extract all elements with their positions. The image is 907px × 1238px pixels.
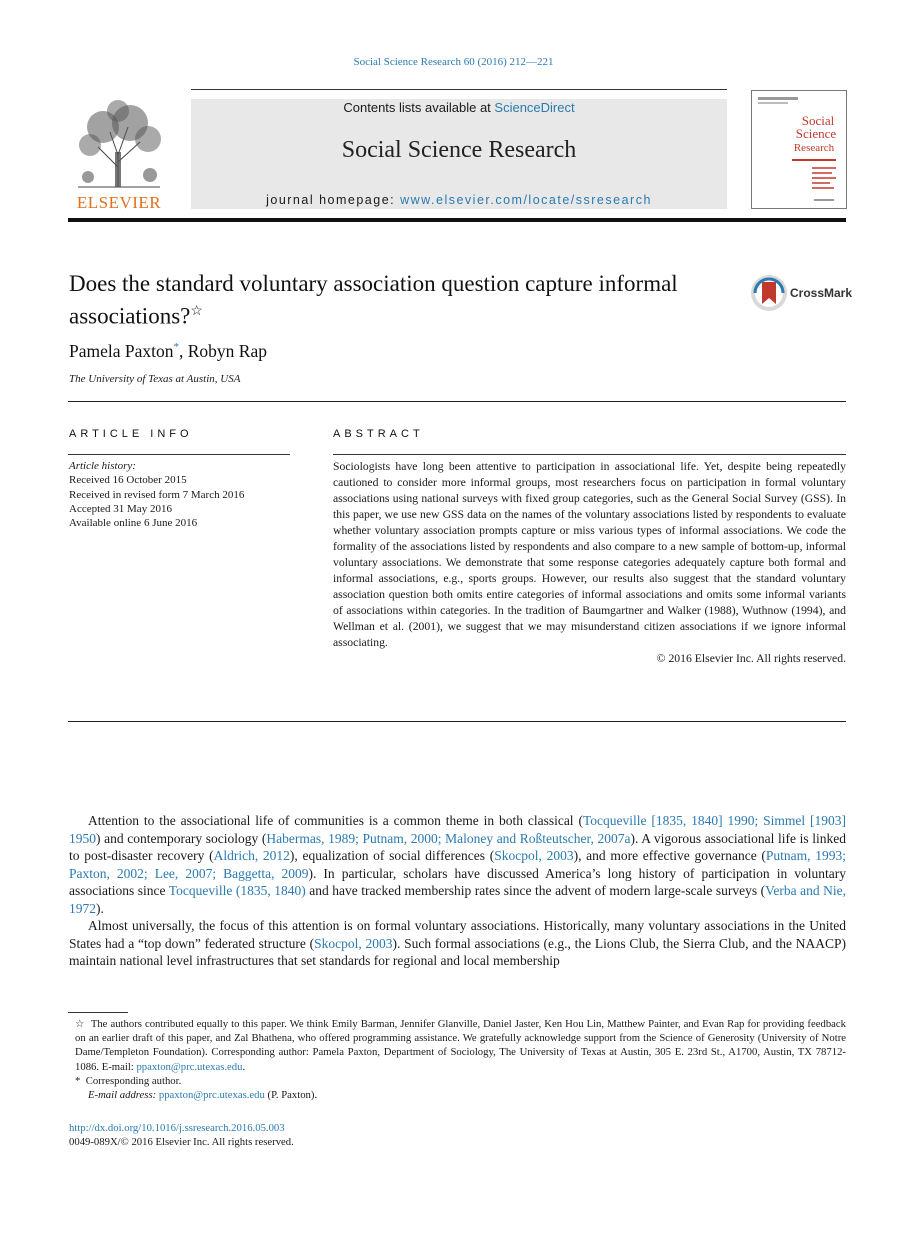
body-text-run: Almost universally, the focus of this attention is on formal voluntary associations. Historically, many voluntary associations in the United States had a “top down” federated structure (: [69, 918, 846, 951]
crossmark-label[interactable]: CrossMark: [790, 286, 853, 300]
cover-art-icon: [752, 91, 846, 208]
footnote-mark: *: [75, 1074, 81, 1087]
divider: [68, 721, 846, 722]
affiliation: The University of Texas at Austin, USA: [69, 373, 241, 385]
citation-link[interactable]: Verba and Nie, 1972: [69, 883, 846, 916]
email-link[interactable]: ppaxton@prc.utexas.edu: [158, 1089, 265, 1102]
email-label: E-mail address:: [88, 1089, 159, 1102]
footnote-text: .: [242, 1060, 246, 1073]
article-title: [69, 270, 729, 331]
history-label: Article history:: [69, 460, 136, 472]
author-list: [69, 341, 267, 362]
abstract-rule: [333, 454, 846, 455]
cover-title-line-2: Science: [795, 126, 837, 141]
footnote-rule: [68, 1012, 128, 1013]
citation-link[interactable]: Putnam, 1993; Paxton, 2002; Lee, 2007; Baggetta, 2009: [69, 848, 846, 881]
footnote-text: Corresponding author.: [85, 1074, 182, 1087]
body-text-run: Attention to the associational life of communities is a common theme in both classical (: [88, 813, 583, 828]
article-info-heading: ARTICLE INFO: [69, 428, 193, 440]
footnote-mark: ☆: [75, 1018, 85, 1030]
article-title-text: Does the standard voluntary association question capture informal associations?: [69, 271, 678, 329]
divider: [68, 401, 846, 402]
doi-block: [69, 1121, 294, 1149]
doi-link[interactable]: http://dx.doi.org/10.1016/j.ssresearch.2016.05.003: [69, 1122, 285, 1134]
article-history: [69, 459, 244, 530]
history-accepted: Accepted 31 May 2016: [69, 502, 172, 515]
corresponding-author-footnote: [69, 1074, 846, 1088]
citation-link[interactable]: Skocpol, 2003: [494, 848, 574, 863]
email-footnote: [69, 1088, 846, 1102]
homepage-link[interactable]: www.elsevier.com/locate/ssresearch: [400, 193, 652, 207]
abstract-body: [333, 459, 846, 667]
citation-link[interactable]: Tocqueville [1835, 1840] 1990; Simmel [1903] 1950: [69, 813, 846, 846]
body-text-run: ) and contemporary sociology (: [96, 830, 267, 846]
body-paragraph: [69, 917, 846, 970]
footnotes: [69, 1017, 846, 1102]
citation-link[interactable]: Habermas, 1989; Putnam, 2000; Maloney and Roßteutscher, 2007a: [266, 830, 631, 846]
email-link[interactable]: ppaxton@prc.utexas.edu: [136, 1060, 243, 1073]
funding-footnote: [69, 1017, 846, 1074]
author-name[interactable]: Robyn Rap: [187, 341, 267, 361]
citation-link[interactable]: Aldrich, 2012: [213, 848, 290, 863]
body-paragraph: [69, 812, 846, 917]
body-text-run: ), equalization of social differences (: [289, 848, 495, 863]
citation-link[interactable]: Social Science Research 60 (2016) 212—221: [353, 56, 554, 68]
body-text-run: ), and more effective governance (: [573, 848, 766, 863]
masthead-thick-rule: [68, 218, 846, 222]
body-text-run: ). In particular, scholars have discussed America’s long history of participation in voluntary associations since: [69, 865, 846, 898]
journal-cover-thumbnail[interactable]: [751, 90, 847, 209]
cover-title-line-1: Social: [801, 113, 835, 128]
article-info-rule: [68, 454, 290, 455]
sciencedirect-link[interactable]: ScienceDirect: [494, 100, 575, 115]
contents-prefix: Contents lists available at: [343, 100, 495, 115]
cover-title-line-3: Research: [793, 142, 835, 154]
body-text-run: ).: [96, 900, 104, 916]
body-text-run: ). A vigorous associational life is linked to post-disaster recovery (: [69, 830, 846, 863]
article-body: [69, 812, 846, 970]
history-revised: Received in revised form 7 March 2016: [69, 488, 245, 501]
issn-copyright: 0049-089X/© 2016 Elsevier Inc. All rights reserved.: [69, 1136, 294, 1149]
journal-homepage: [191, 193, 727, 207]
journal-title: Social Science Research: [341, 137, 577, 163]
body-text-run: and have tracked membership rates since the advent of modern large-scale surveys (: [305, 883, 766, 898]
masthead-rule: [191, 89, 727, 90]
corresponding-author-mark[interactable]: *: [173, 341, 179, 354]
body-text-run: ). Such formal associations (e.g., the Lions Club, the Sierra Club, and the NAACP) maintain national level infrastructures that set standards for regional and local membership: [69, 935, 846, 968]
abstract-heading: ABSTRACT: [333, 428, 424, 440]
journal-citation[interactable]: [0, 56, 907, 68]
footnote-text: (P. Paxton).: [264, 1089, 318, 1102]
contents-line: [191, 100, 727, 115]
history-online: Available online 6 June 2016: [69, 517, 198, 530]
footnote-text: The authors contributed equally to this paper. We think Emily Barman, Jennifer Glanville, Daniel Jaster, Ken Hou Lin, Matthew Painter, and Evan Rap for providing feedback on an earlier draft of this paper, and Zal Bhathena, who offered programming assistance. We gratefully acknowledge support from the Science of Generosity (University of Notre Dame/Templeton Foundation). Corresponding author: Pamela Paxton, Department of Sociology, The University of Texas at Austin, 305 E. 23rd St., A1700, Austin, TX 78712-1086. E-mail:: [75, 1018, 846, 1073]
abstract-paragraph: Sociologists have long been attentive to participation in associational life. Yet, despite being repeatedly cautioned to consider more informal groups, most researchers focus on participation in formal voluntary associations using national surveys with fixed group categories, such as the General Social Survey (GSS). In this paper, we use new GSS data on the names of the voluntary associations listed by respondents to evaluate whether voluntary association prompts capture or miss various types of informal associations. We code the formality of the associations listed by respondents and also compare to a new sample of bottom-up, informal voluntary associations. We demonstrate that some response categories adequately capture both formal and informal associations, e.g., sports groups. However, our results also suggest that the standard voluntary association question both omits entire categories of informal associations and omits some informal variants of associations within categories. In the tradition of Baumgartner and Walker (1988), Wuthnow (1994), and Wellman et al. (2001), we suggest that we may misunderstand citizen associations if we ignore informal associating.: [333, 460, 846, 649]
author-name[interactable]: Pamela Paxton: [69, 341, 174, 361]
title-footnote-mark[interactable]: ☆: [190, 304, 203, 319]
citation-link[interactable]: Skocpol, 2003: [314, 935, 393, 951]
history-received: Received 16 October 2015: [69, 474, 187, 487]
homepage-prefix: journal homepage:: [266, 193, 401, 207]
author-separator: ,: [179, 341, 188, 361]
citation-link[interactable]: Tocqueville (1835, 1840): [168, 883, 306, 898]
abstract-copyright: © 2016 Elsevier Inc. All rights reserved.: [656, 652, 846, 665]
elsevier-wordmark: ELSEVIER: [76, 193, 162, 212]
